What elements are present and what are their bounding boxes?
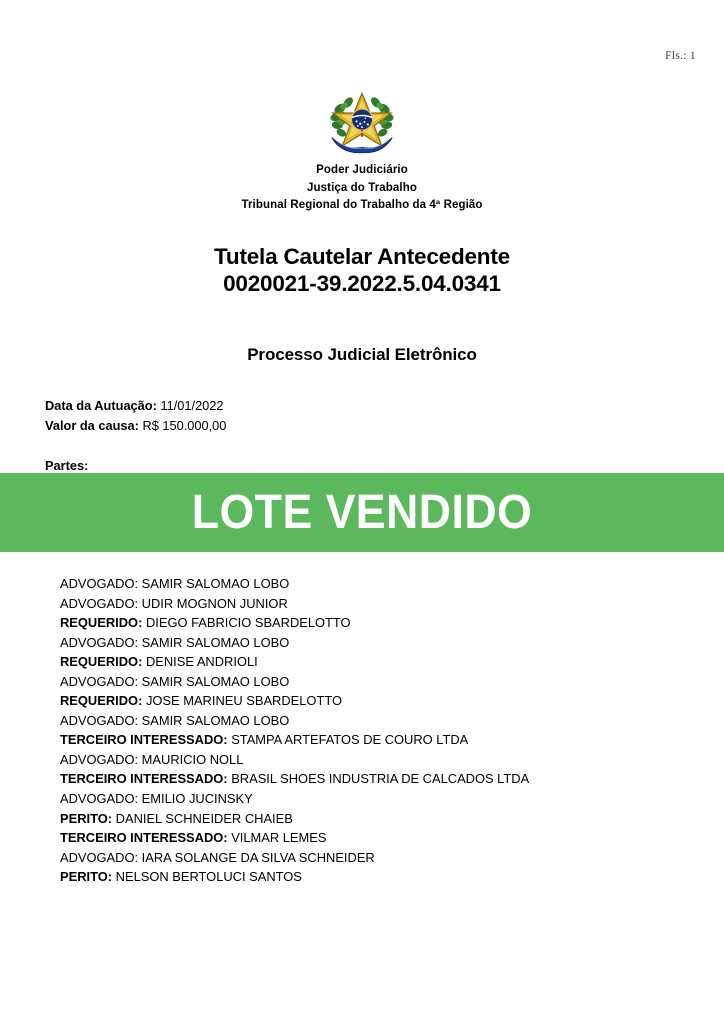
party-role: TERCEIRO INTERESSADO: [60,732,228,748]
party-role: ADVOGADO: [60,791,139,807]
party-role: REQUERIDO: [60,615,143,631]
party-role: REQUERIDO: [60,654,143,670]
party-row [60,789,710,809]
folio-page-marker: Fls.: 1 [665,50,696,62]
lot-sold-banner [0,473,724,552]
metadata-label: Data da Autuação: [45,398,157,413]
party-name: UDIR MOGNON JUNIOR [141,595,288,611]
parties-list [60,574,710,887]
party-row [60,652,710,672]
party-row [60,848,710,868]
party-row [60,633,710,653]
system-name: Processo Judicial Eletrônico [247,345,477,364]
metadata-row-claim-value [45,416,685,436]
party-row [60,672,710,692]
org-line-poder-judiciario: Poder Judiciário [316,164,408,176]
party-role: PERITO: [60,869,113,885]
party-role: ADVOGADO: [60,751,139,767]
metadata-row-filing-date [45,396,685,416]
case-title-block [0,243,724,297]
metadata-value: R$ 150.000,00 [142,417,227,433]
party-role: ADVOGADO: [60,634,139,650]
party-name: SAMIR SALOMAO LOBO [141,712,290,728]
party-role: TERCEIRO INTERESSADO: [60,830,228,846]
party-name: JOSE MARINEU SBARDELOTTO [145,693,342,709]
party-role: TERCEIRO INTERESSADO: [60,771,228,787]
party-role: ADVOGADO: [60,576,139,591]
party-name: SAMIR SALOMAO LOBO [141,634,290,650]
crest-container [0,88,724,154]
party-role: REQUERIDO: [60,693,143,709]
org-line-tribunal-regional: Tribunal Regional do Trabalho da 4ª Região [241,199,483,211]
party-role: ADVOGADO: [60,849,139,865]
case-number: 0020021-39.2022.5.04.0341 [223,271,501,296]
party-name: DIEGO FABRICIO SBARDELOTTO [145,615,351,631]
party-name: DANIEL SCHNEIDER CHAIEB [115,810,293,826]
party-row [60,769,710,789]
party-row [60,594,710,614]
party-name: IARA SOLANGE DA SILVA SCHNEIDER [141,849,375,865]
case-type-title: Tutela Cautelar Antecedente [214,244,510,269]
organization-header [0,162,724,215]
party-row [60,574,710,594]
org-line-justica-do-trabalho: Justiça do Trabalho [307,181,417,194]
party-role: ADVOGADO: [60,673,139,689]
metadata-value: 11/01/2022 [160,398,224,413]
party-role: PERITO: [60,810,113,826]
party-name: VILMAR LEMES [231,830,327,846]
party-name: MAURICIO NOLL [141,751,244,767]
party-name: EMILIO JUCINSKY [141,791,253,807]
party-name: DENISE ANDRIOLI [145,654,258,670]
party-role: ADVOGADO: [60,595,139,611]
lot-sold-banner-text: LOTE VENDIDO [191,485,533,539]
party-row [60,750,710,770]
party-name: NELSON BERTOLUCI SANTOS [115,869,302,885]
party-row [60,691,710,711]
party-row [60,711,710,731]
party-row [60,828,710,848]
party-role: ADVOGADO: [60,712,139,728]
party-name: BRASIL SHOES INDUSTRIA DE CALCADOS LTDA [231,771,530,787]
party-name: STAMPA ARTEFATOS DE COURO LTDA [231,732,469,748]
party-name: SAMIR SALOMAO LOBO [141,576,290,591]
party-row [60,613,710,633]
parties-heading: Partes: [45,458,89,473]
brazil-coat-of-arms-icon [327,88,397,154]
case-metadata [45,396,685,435]
party-row [60,809,710,829]
party-row [60,867,710,887]
party-name: SAMIR SALOMAO LOBO [141,673,290,689]
metadata-label: Valor da causa: [45,417,139,433]
party-row [60,730,710,750]
